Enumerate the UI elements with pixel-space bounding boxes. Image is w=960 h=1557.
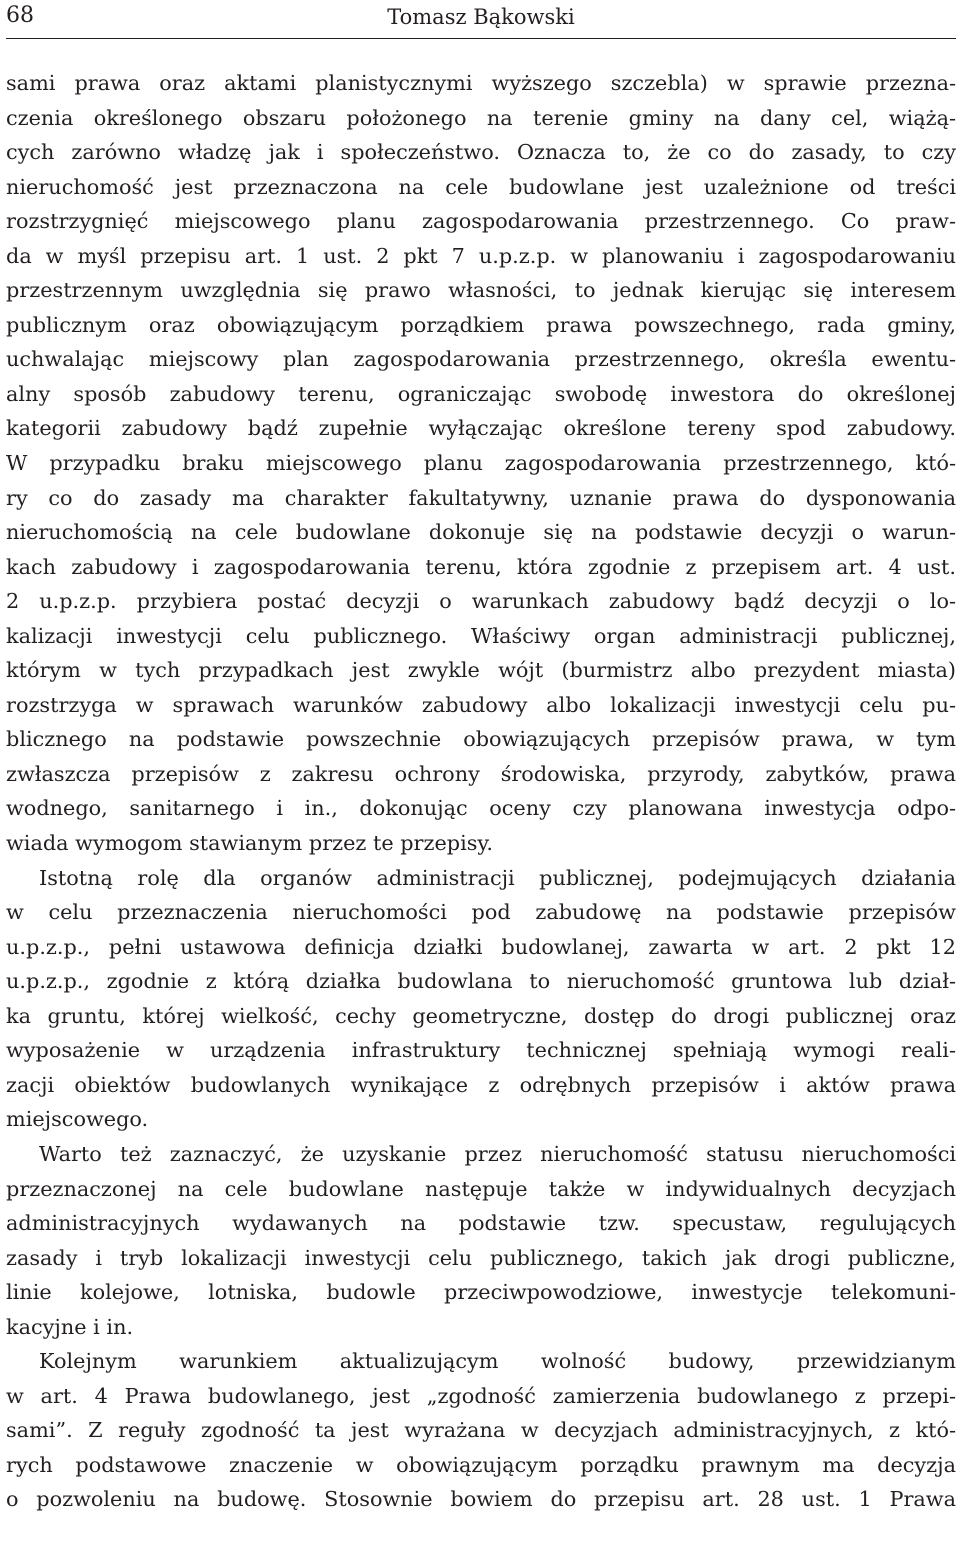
text-line: przeznaczonej na cele budowlane następuje także w indywidualnych decyzjach: [6, 1176, 956, 1201]
text-line: nieruchomością na cele budowlane dokonuje się na podstawie decyzji o warun-: [6, 520, 956, 545]
text-line: administracyjnych wydawanych na podstawie tzw. specustaw, regulujących: [6, 1211, 956, 1236]
text-line: linie kolejowe, lotniska, budowle przeciwpowodziowe, inwestycje telekomuni-: [6, 1280, 956, 1305]
text-line: sami”. Z reguły zgodność ta jest wyrażana w decyzjach administracyjnych, z któ-: [6, 1418, 956, 1443]
text-line: ka gruntu, której wielkość, cechy geometryczne, dostęp do drogi publicznej oraz: [6, 1003, 956, 1028]
text-line: przestrzennym uwzględnia się prawo własności, to jednak kierując się interesem: [6, 278, 956, 303]
text-line: kalizacji inwestycji celu publicznego. Właściwy organ administracji publicznej,: [6, 623, 956, 648]
text-line: u.p.z.p., pełni ustawowa definicja działki budowlanej, zawarta w art. 2 pkt 12: [6, 934, 956, 959]
text-line: blicznego na podstawie powszechnie obowiązujących przepisów prawa, w tym: [6, 727, 956, 752]
text-line: zwłaszcza przepisów z zakresu ochrony środowiska, przyrody, zabytków, prawa: [6, 761, 956, 786]
text-line: wiada wymogom stawianym przez te przepisy.: [6, 831, 494, 856]
text-line: w celu przeznaczenia nieruchomości pod zabudowę na podstawie przepisów: [6, 900, 956, 925]
text-line: cych zarówno władzę jak i społeczeństwo. Oznacza to, że co do zasady, to czy: [6, 140, 956, 165]
body-text: [6, 66, 956, 1517]
text-line: kategorii zabudowy bądź zupełnie wyłączając określone tereny spod zabudowy.: [6, 416, 956, 441]
paragraph: [6, 1137, 956, 1344]
text-line: nieruchomość jest przeznaczona na cele budowlane jest uzależnione od treści: [6, 174, 956, 199]
text-line: W przypadku braku miejscowego planu zagospodarowania przestrzennego, któ-: [6, 451, 956, 476]
text-line: zasady i tryb lokalizacji inwestycji celu publicznego, takich jak drogi publiczne,: [6, 1245, 956, 1270]
text-line: rych podstawowe znaczenie w obowiązującym porządku prawnym ma decyzja: [6, 1452, 956, 1477]
text-line: Warto też zaznaczyć, że uzyskanie przez nieruchomość statusu nieruchomości: [39, 1141, 956, 1166]
text-line: publicznym oraz obowiązującym porządkiem prawa powszechnego, rada gminy,: [6, 312, 956, 337]
text-line: ry co do zasady ma charakter fakultatywny, uznanie prawa do dysponowania: [6, 485, 956, 510]
text-line: uchwalając miejscowy plan zagospodarowania przestrzennego, określa ewentu-: [6, 347, 956, 372]
text-line: wodnego, sanitarnego i in., dokonując oceny czy planowana inwestycja odpo-: [6, 796, 956, 821]
text-line: u.p.z.p., zgodnie z którą działka budowlana to nieruchomość gruntowa lub dział-: [6, 969, 956, 994]
text-line: kach zabudowy i zagospodarowania terenu, która zgodnie z przepisem art. 4 ust.: [6, 554, 956, 579]
text-line: o pozwoleniu na budowę. Stosownie bowiem do przepisu art. 28 ust. 1 Prawa: [6, 1487, 956, 1512]
text-line: da w myśl przepisu art. 1 ust. 2 pkt 7 u.p.z.p. w planowaniu i zagospodarowaniu: [6, 243, 956, 268]
text-line: sami prawa oraz aktami planistycznymi wyższego szczebla) w sprawie przezna-: [6, 71, 956, 95]
text-line: rozstrzygnięć miejscowego planu zagospodarowania przestrzennego. Co praw-: [6, 209, 956, 234]
running-head-author: Tomasz Bąkowski: [387, 5, 575, 29]
text-line: Kolejnym warunkiem aktualizującym wolność budowy, przewidzianym: [39, 1349, 956, 1374]
text-line: alny sposób zabudowy terenu, ograniczając swobodę inwestora do określonej: [6, 381, 956, 406]
text-line: którym w tych przypadkach jest zwykle wójt (burmistrz albo prezydent miasta): [6, 658, 956, 683]
text-line: zacji obiektów budowlanych wynikające z odrębnych przepisów i aktów prawa: [6, 1072, 956, 1097]
text-line: wyposażenie w urządzenia infrastruktury technicznej spełniają wymogi reali-: [6, 1038, 956, 1063]
text-line: 2 u.p.z.p. przybiera postać decyzji o warunkach zabudowy bądź decyzji o lo-: [6, 589, 956, 614]
text-line: w art. 4 Prawa budowlanego, jest „zgodność zamierzenia budowlanego z przepi-: [6, 1383, 956, 1408]
text-line: Istotną rolę dla organów administracji publicznej, podejmujących działania: [39, 865, 956, 890]
paragraph: [6, 1344, 956, 1517]
page-header: [6, 0, 956, 39]
text-line: miejscowego.: [6, 1107, 149, 1132]
page-number: 68: [6, 3, 34, 28]
text-line: kacyjne i in.: [6, 1314, 134, 1339]
text-line: rozstrzyga w sprawach warunków zabudowy albo lokalizacji inwestycji celu pu-: [6, 692, 956, 717]
text-line: czenia określonego obszaru położonego na terenie gminy na dany cel, wiążą-: [6, 105, 956, 130]
paragraph: [6, 66, 956, 861]
paragraph: [6, 861, 956, 1137]
